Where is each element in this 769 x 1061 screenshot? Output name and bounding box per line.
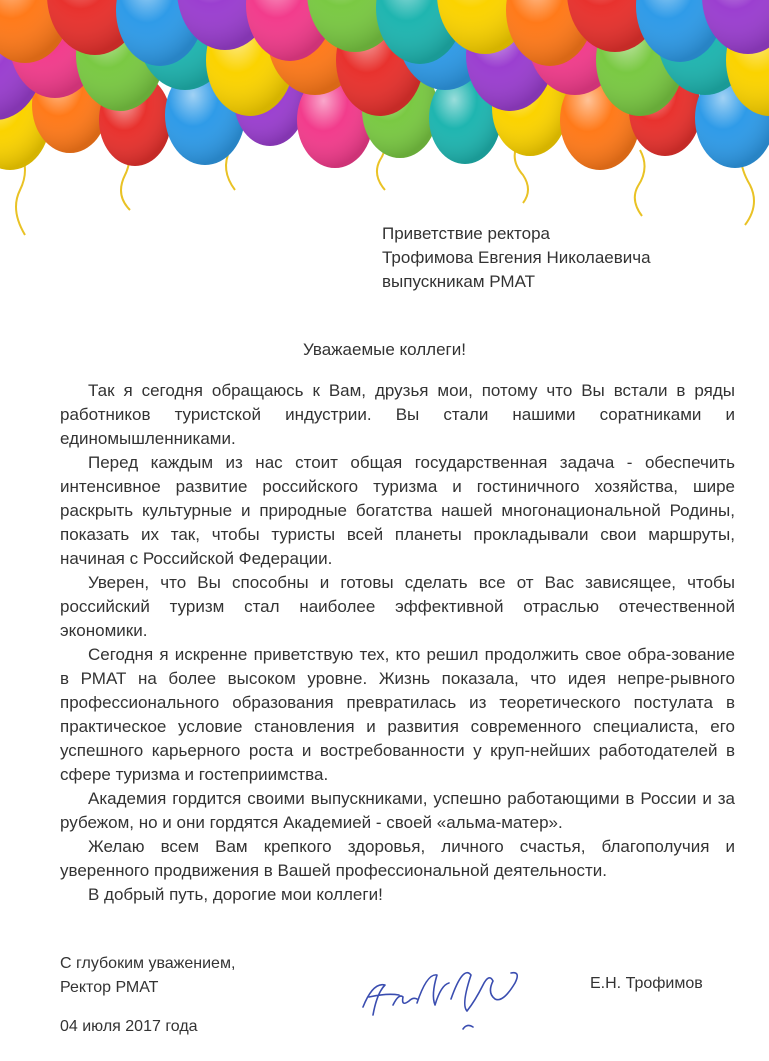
heading-line-3: выпускникам РМАТ [382, 272, 535, 291]
paragraph-7: В добрый путь, дорогие мои коллеги! [88, 885, 383, 904]
paragraph-4: Сегодня я искренне приветствую тех, кто решил продолжить свое обра-зование в РМАТ на более высоком уровне. Жизнь показала, что идея непре-рывного профессионального образования превратилась из теоретического постулата в практическое условие становления и развития современного специалиста, его успешного карьерного роста и востребованности у круп-нейших работодателей в сфере туризма и гостеприимства. [60, 645, 735, 784]
paragraph-3: Уверен, что Вы способны и готовы сделать все от Вас зависящее, чтобы российский туризм стал наиболее эффективной отраслью отечественной экономики. [60, 573, 735, 640]
heading-line-2: Трофимова Евгения Николаевича [382, 248, 651, 267]
paragraph-1: Так я сегодня обращаюсь к Вам, друзья мои, потому что Вы встали в ряды работников туристской индустрии. Вы стали нашими соратниками и единомышленниками. [60, 381, 735, 448]
signer-name: Е.Н. Трофимов [590, 975, 703, 992]
letter-body [60, 379, 735, 907]
closing-block [60, 952, 235, 1000]
signature [355, 955, 545, 1035]
paragraph-2: Перед каждым из нас стоит общая государственная задача - обеспечить интенсивное развитие российского туризма и гостиничного хозяйства, шире раскрыть культурные и природные богатства нашей многонациональной Родины, показать их так, чтобы туристы всей планеты прокладывали свои маршруты, начиная с Российской Федерации. [60, 453, 735, 568]
closing-line-1: С глубоким уважением, [60, 955, 236, 972]
balloons-banner [0, 0, 769, 240]
letter-date: 04 июля 2017 года [60, 1018, 198, 1035]
salutation: Уважаемые коллеги! [303, 340, 466, 359]
paragraph-5: Академия гордится своими выпускниками, успешно работающими в России и за рубежом, но и они гордятся Академией - своей «альма-матер». [60, 789, 735, 832]
heading-line-1: Приветствие ректора [382, 224, 550, 243]
closing-line-2: Ректор РМАТ [60, 979, 159, 996]
paragraph-6: Желаю всем Вам крепкого здоровья, личного счастья, благополучия и уверенного продвижения в Вашей профессиональной деятельности. [60, 837, 735, 880]
greeting-heading [382, 222, 651, 294]
